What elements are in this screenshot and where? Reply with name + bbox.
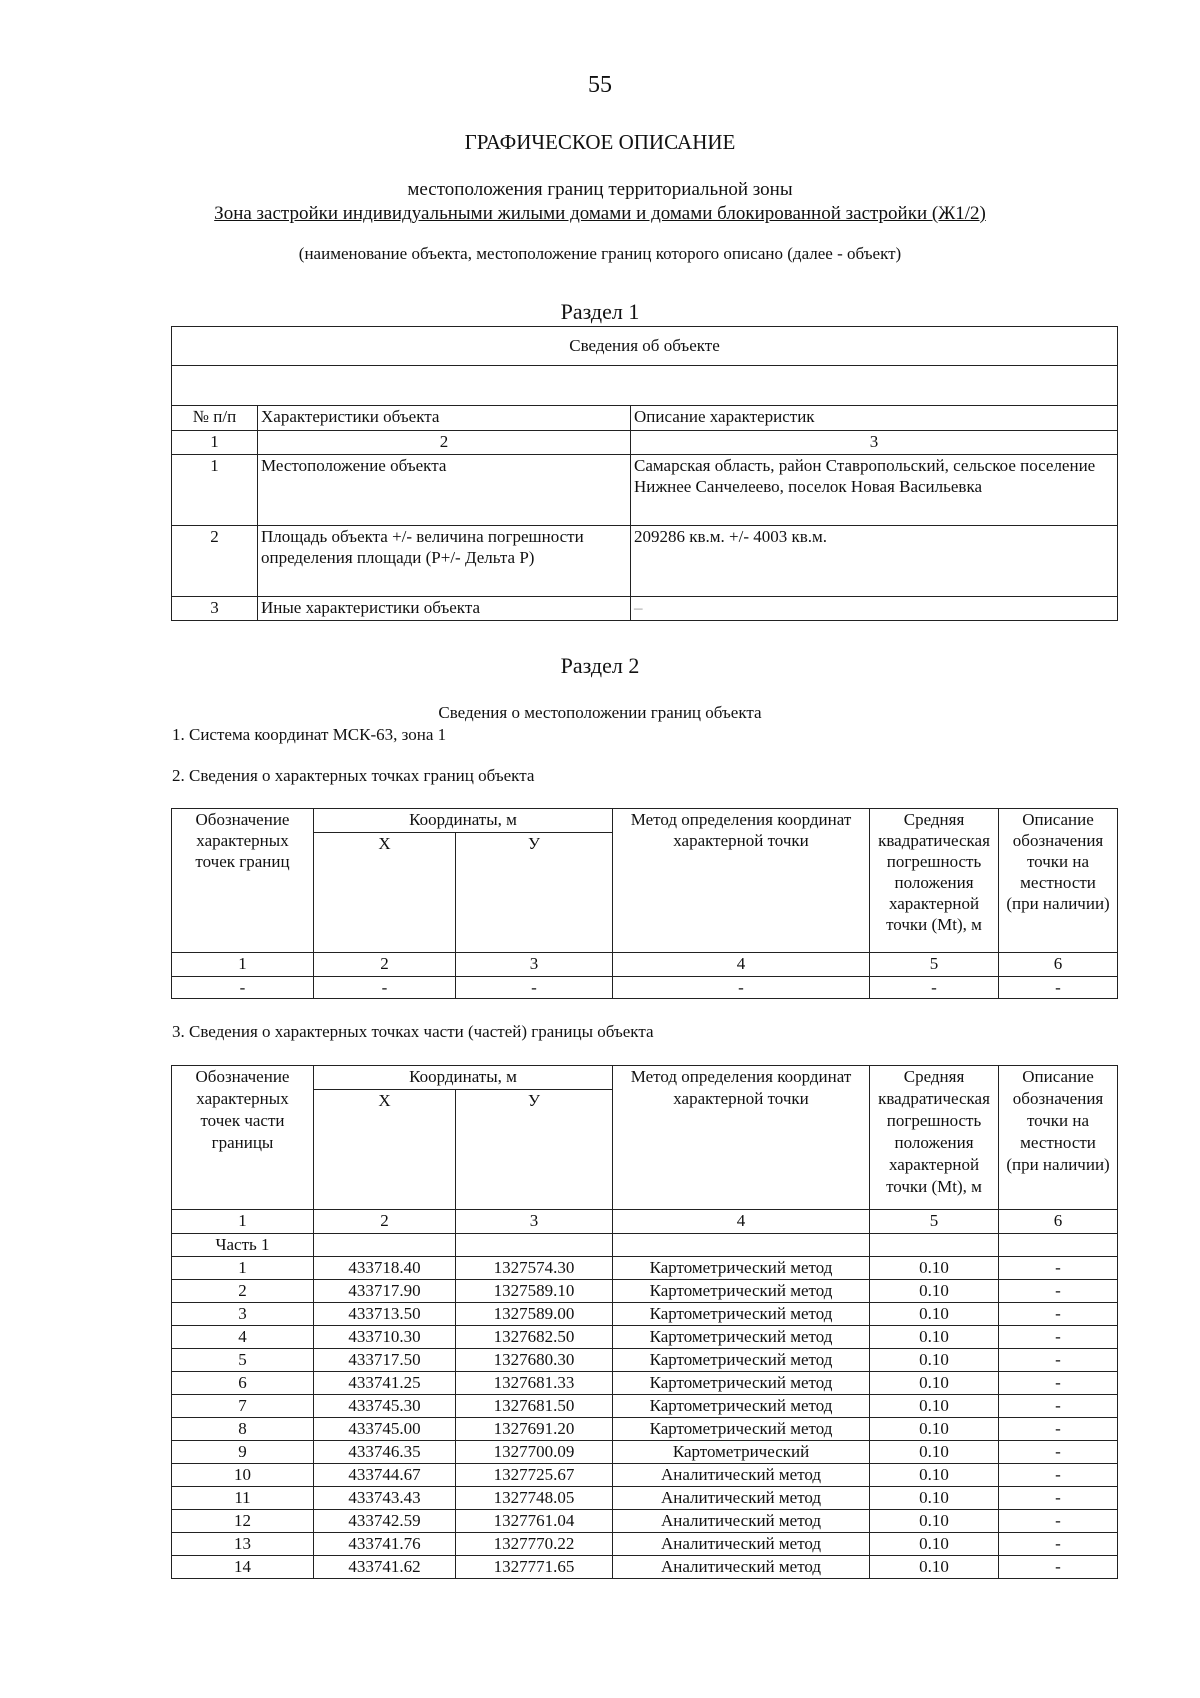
empty-value: - xyxy=(172,977,314,999)
point-number: 5 xyxy=(172,1349,314,1372)
object-name: Зона застройки индивидуальными жилыми домами и домами блокированной застройки (Ж1/2) xyxy=(214,203,986,224)
object-name-note: (наименование объекта, местоположение границ которого описано (далее - объект) xyxy=(298,244,902,263)
coord-y: 1327691.20 xyxy=(456,1418,613,1441)
table-row xyxy=(172,1510,1118,1533)
header-description: Описание характеристик xyxy=(631,406,1118,431)
header-error: Средняя квадратическая погрешность положения характерной точки (Mt), м xyxy=(870,809,999,953)
point-number: 7 xyxy=(172,1395,314,1418)
coord-y: 1327748.05 xyxy=(456,1487,613,1510)
column-number: 5 xyxy=(870,1210,999,1234)
header-designation: Обозначение характерных точек границ xyxy=(172,809,314,953)
column-number: 3 xyxy=(631,431,1118,455)
part-label: Часть 1 xyxy=(172,1234,314,1257)
coord-y: 1327700.09 xyxy=(456,1441,613,1464)
point-description: - xyxy=(999,1418,1118,1441)
method: Аналитический метод xyxy=(613,1533,870,1556)
table-row xyxy=(172,455,1118,526)
point-description: - xyxy=(999,1487,1118,1510)
coord-y: 1327574.30 xyxy=(456,1257,613,1280)
table-row xyxy=(172,1556,1118,1579)
part-points-table xyxy=(171,1065,1118,1579)
point-number: 10 xyxy=(172,1464,314,1487)
table-row xyxy=(172,1533,1118,1556)
table-row xyxy=(172,1487,1118,1510)
point-number: 13 xyxy=(172,1533,314,1556)
header-x: X xyxy=(314,833,456,953)
row-characteristic: Площадь объекта +/- величина погрешности определения площади (P+/- Дельта P) xyxy=(258,526,631,597)
point-description: - xyxy=(999,1280,1118,1303)
header-characteristics: Характеристики объекта xyxy=(258,406,631,431)
coord-x: 433745.30 xyxy=(314,1395,456,1418)
empty-row xyxy=(172,366,1118,406)
table-row xyxy=(172,1395,1118,1418)
coord-y: 1327589.10 xyxy=(456,1280,613,1303)
method: Аналитический метод xyxy=(613,1510,870,1533)
column-number: 6 xyxy=(999,953,1118,977)
coord-y: 1327589.00 xyxy=(456,1303,613,1326)
table-row xyxy=(172,597,1118,621)
method: Картометрический метод xyxy=(613,1395,870,1418)
method: Картометрический метод xyxy=(613,1326,870,1349)
error-value: 0.10 xyxy=(870,1372,999,1395)
point-description: - xyxy=(999,1510,1118,1533)
header-error: Средняя квадратическая погрешность положения характерной точки (Mt), м xyxy=(870,1066,999,1210)
header-method: Метод определения координат характерной точки xyxy=(613,809,870,953)
header-coordinates: Координаты, м xyxy=(314,1066,613,1090)
coord-y: 1327761.04 xyxy=(456,1510,613,1533)
point-description: - xyxy=(999,1395,1118,1418)
point-number: 2 xyxy=(172,1280,314,1303)
table-row xyxy=(172,1257,1118,1280)
error-value: 0.10 xyxy=(870,1418,999,1441)
header-point-description: Описание обозначения точки на местности (при наличии) xyxy=(999,1066,1118,1210)
error-value: 0.10 xyxy=(870,1510,999,1533)
error-value: 0.10 xyxy=(870,1349,999,1372)
header-designation: Обозначение характерных точек части границы xyxy=(172,1066,314,1210)
table-row xyxy=(172,1441,1118,1464)
error-value: 0.10 xyxy=(870,1487,999,1510)
coord-y: 1327680.30 xyxy=(456,1349,613,1372)
empty-value: - xyxy=(314,977,456,999)
object-info-caption: Сведения об объекте xyxy=(172,327,1118,366)
object-info-table xyxy=(171,326,1118,621)
method: Картометрический метод xyxy=(613,1418,870,1441)
part-points-heading: 3. Сведения о характерных точках части (частей) границы объекта xyxy=(172,1022,654,1041)
coord-x: 433745.00 xyxy=(314,1418,456,1441)
header-y: У xyxy=(456,833,613,953)
column-number: 3 xyxy=(456,1210,613,1234)
coord-x: 433741.25 xyxy=(314,1372,456,1395)
coord-y: 1327681.50 xyxy=(456,1395,613,1418)
coordinate-system: 1. Система координат МСК-63, зона 1 xyxy=(172,725,447,744)
table-row xyxy=(172,1303,1118,1326)
column-number: 4 xyxy=(613,953,870,977)
section-2-title: Раздел 2 xyxy=(560,653,640,678)
empty-value: - xyxy=(613,977,870,999)
point-number: 12 xyxy=(172,1510,314,1533)
part-label-row xyxy=(172,1234,1118,1257)
coord-y: 1327770.22 xyxy=(456,1533,613,1556)
subtitle-line-1: местоположения границ территориальной зоны xyxy=(407,179,793,200)
point-description: - xyxy=(999,1326,1118,1349)
coord-y: 1327725.67 xyxy=(456,1464,613,1487)
method: Картометрический метод xyxy=(613,1280,870,1303)
error-value: 0.10 xyxy=(870,1303,999,1326)
point-number: 4 xyxy=(172,1326,314,1349)
coord-y: 1327681.33 xyxy=(456,1372,613,1395)
coord-x: 433717.50 xyxy=(314,1349,456,1372)
table-row xyxy=(172,1349,1118,1372)
header-point-description: Описание обозначения точки на местности (при наличии) xyxy=(999,809,1118,953)
table-row xyxy=(172,1372,1118,1395)
error-value: 0.10 xyxy=(870,1441,999,1464)
empty-value: - xyxy=(999,977,1118,999)
column-number: 2 xyxy=(314,953,456,977)
header-number: № п/п xyxy=(172,406,258,431)
point-number: 14 xyxy=(172,1556,314,1579)
point-description: - xyxy=(999,1303,1118,1326)
header-y: У xyxy=(456,1090,613,1210)
column-number: 1 xyxy=(172,1210,314,1234)
method: Картометрический метод xyxy=(613,1349,870,1372)
header-method: Метод определения координат характерной точки xyxy=(613,1066,870,1210)
empty-value: - xyxy=(870,977,999,999)
method: Аналитический метод xyxy=(613,1487,870,1510)
coord-x: 433717.90 xyxy=(314,1280,456,1303)
row-characteristic: Иные характеристики объекта xyxy=(258,597,631,621)
error-value: 0.10 xyxy=(870,1257,999,1280)
point-description: - xyxy=(999,1257,1118,1280)
table-row xyxy=(172,1418,1118,1441)
column-number: 1 xyxy=(172,431,258,455)
row-characteristic: Местоположение объекта xyxy=(258,455,631,526)
table-row xyxy=(172,526,1118,597)
method: Аналитический метод xyxy=(613,1464,870,1487)
coord-x: 433742.59 xyxy=(314,1510,456,1533)
table-row xyxy=(172,1326,1118,1349)
empty-value: - xyxy=(456,977,613,999)
point-number: 3 xyxy=(172,1303,314,1326)
error-value: 0.10 xyxy=(870,1533,999,1556)
column-number: 1 xyxy=(172,953,314,977)
error-value: 0.10 xyxy=(870,1280,999,1303)
method: Картометрический метод xyxy=(613,1372,870,1395)
coord-x: 433710.30 xyxy=(314,1326,456,1349)
point-number: 9 xyxy=(172,1441,314,1464)
table-row xyxy=(172,1464,1118,1487)
point-description: - xyxy=(999,1556,1118,1579)
column-number: 3 xyxy=(456,953,613,977)
coord-x: 433741.76 xyxy=(314,1533,456,1556)
point-number: 8 xyxy=(172,1418,314,1441)
row-number: 3 xyxy=(172,597,258,621)
page-number: 55 xyxy=(588,72,612,98)
point-description: - xyxy=(999,1533,1118,1556)
table-row xyxy=(172,1280,1118,1303)
row-description: 209286 кв.м. +/- 4003 кв.м. xyxy=(631,526,1118,597)
header-coordinates: Координаты, м xyxy=(314,809,613,833)
coord-x: 433743.43 xyxy=(314,1487,456,1510)
error-value: 0.10 xyxy=(870,1556,999,1579)
coord-x: 433741.62 xyxy=(314,1556,456,1579)
method: Картометрический xyxy=(613,1441,870,1464)
point-number: 1 xyxy=(172,1257,314,1280)
method: Аналитический метод xyxy=(613,1556,870,1579)
point-description: - xyxy=(999,1372,1118,1395)
column-number: 4 xyxy=(613,1210,870,1234)
point-description: - xyxy=(999,1441,1118,1464)
method: Картометрический метод xyxy=(613,1303,870,1326)
document-title: ГРАФИЧЕСКОЕ ОПИСАНИЕ xyxy=(464,130,736,154)
method: Картометрический метод xyxy=(613,1257,870,1280)
coord-x: 433744.67 xyxy=(314,1464,456,1487)
table-row xyxy=(172,977,1118,999)
boundary-points-table xyxy=(171,808,1118,999)
row-number: 1 xyxy=(172,455,258,526)
section-2-subtitle: Сведения о местоположении границ объекта xyxy=(438,703,762,722)
header-x: X xyxy=(314,1090,456,1210)
column-number: 2 xyxy=(258,431,631,455)
row-description: – xyxy=(631,597,1118,621)
point-description: - xyxy=(999,1349,1118,1372)
column-number: 2 xyxy=(314,1210,456,1234)
column-number: 5 xyxy=(870,953,999,977)
coord-y: 1327771.65 xyxy=(456,1556,613,1579)
boundary-points-heading: 2. Сведения о характерных точках границ объекта xyxy=(172,766,535,785)
point-description: - xyxy=(999,1464,1118,1487)
row-description: Самарская область, район Ставропольский, сельское поселение Нижнее Санчелеево, поселок Новая Васильевка xyxy=(631,455,1118,526)
coord-y: 1327682.50 xyxy=(456,1326,613,1349)
point-number: 6 xyxy=(172,1372,314,1395)
section-1-title: Раздел 1 xyxy=(560,299,640,324)
error-value: 0.10 xyxy=(870,1395,999,1418)
row-number: 2 xyxy=(172,526,258,597)
column-number: 6 xyxy=(999,1210,1118,1234)
coord-x: 433746.35 xyxy=(314,1441,456,1464)
coord-x: 433718.40 xyxy=(314,1257,456,1280)
point-number: 11 xyxy=(172,1487,314,1510)
error-value: 0.10 xyxy=(870,1464,999,1487)
error-value: 0.10 xyxy=(870,1326,999,1349)
coord-x: 433713.50 xyxy=(314,1303,456,1326)
